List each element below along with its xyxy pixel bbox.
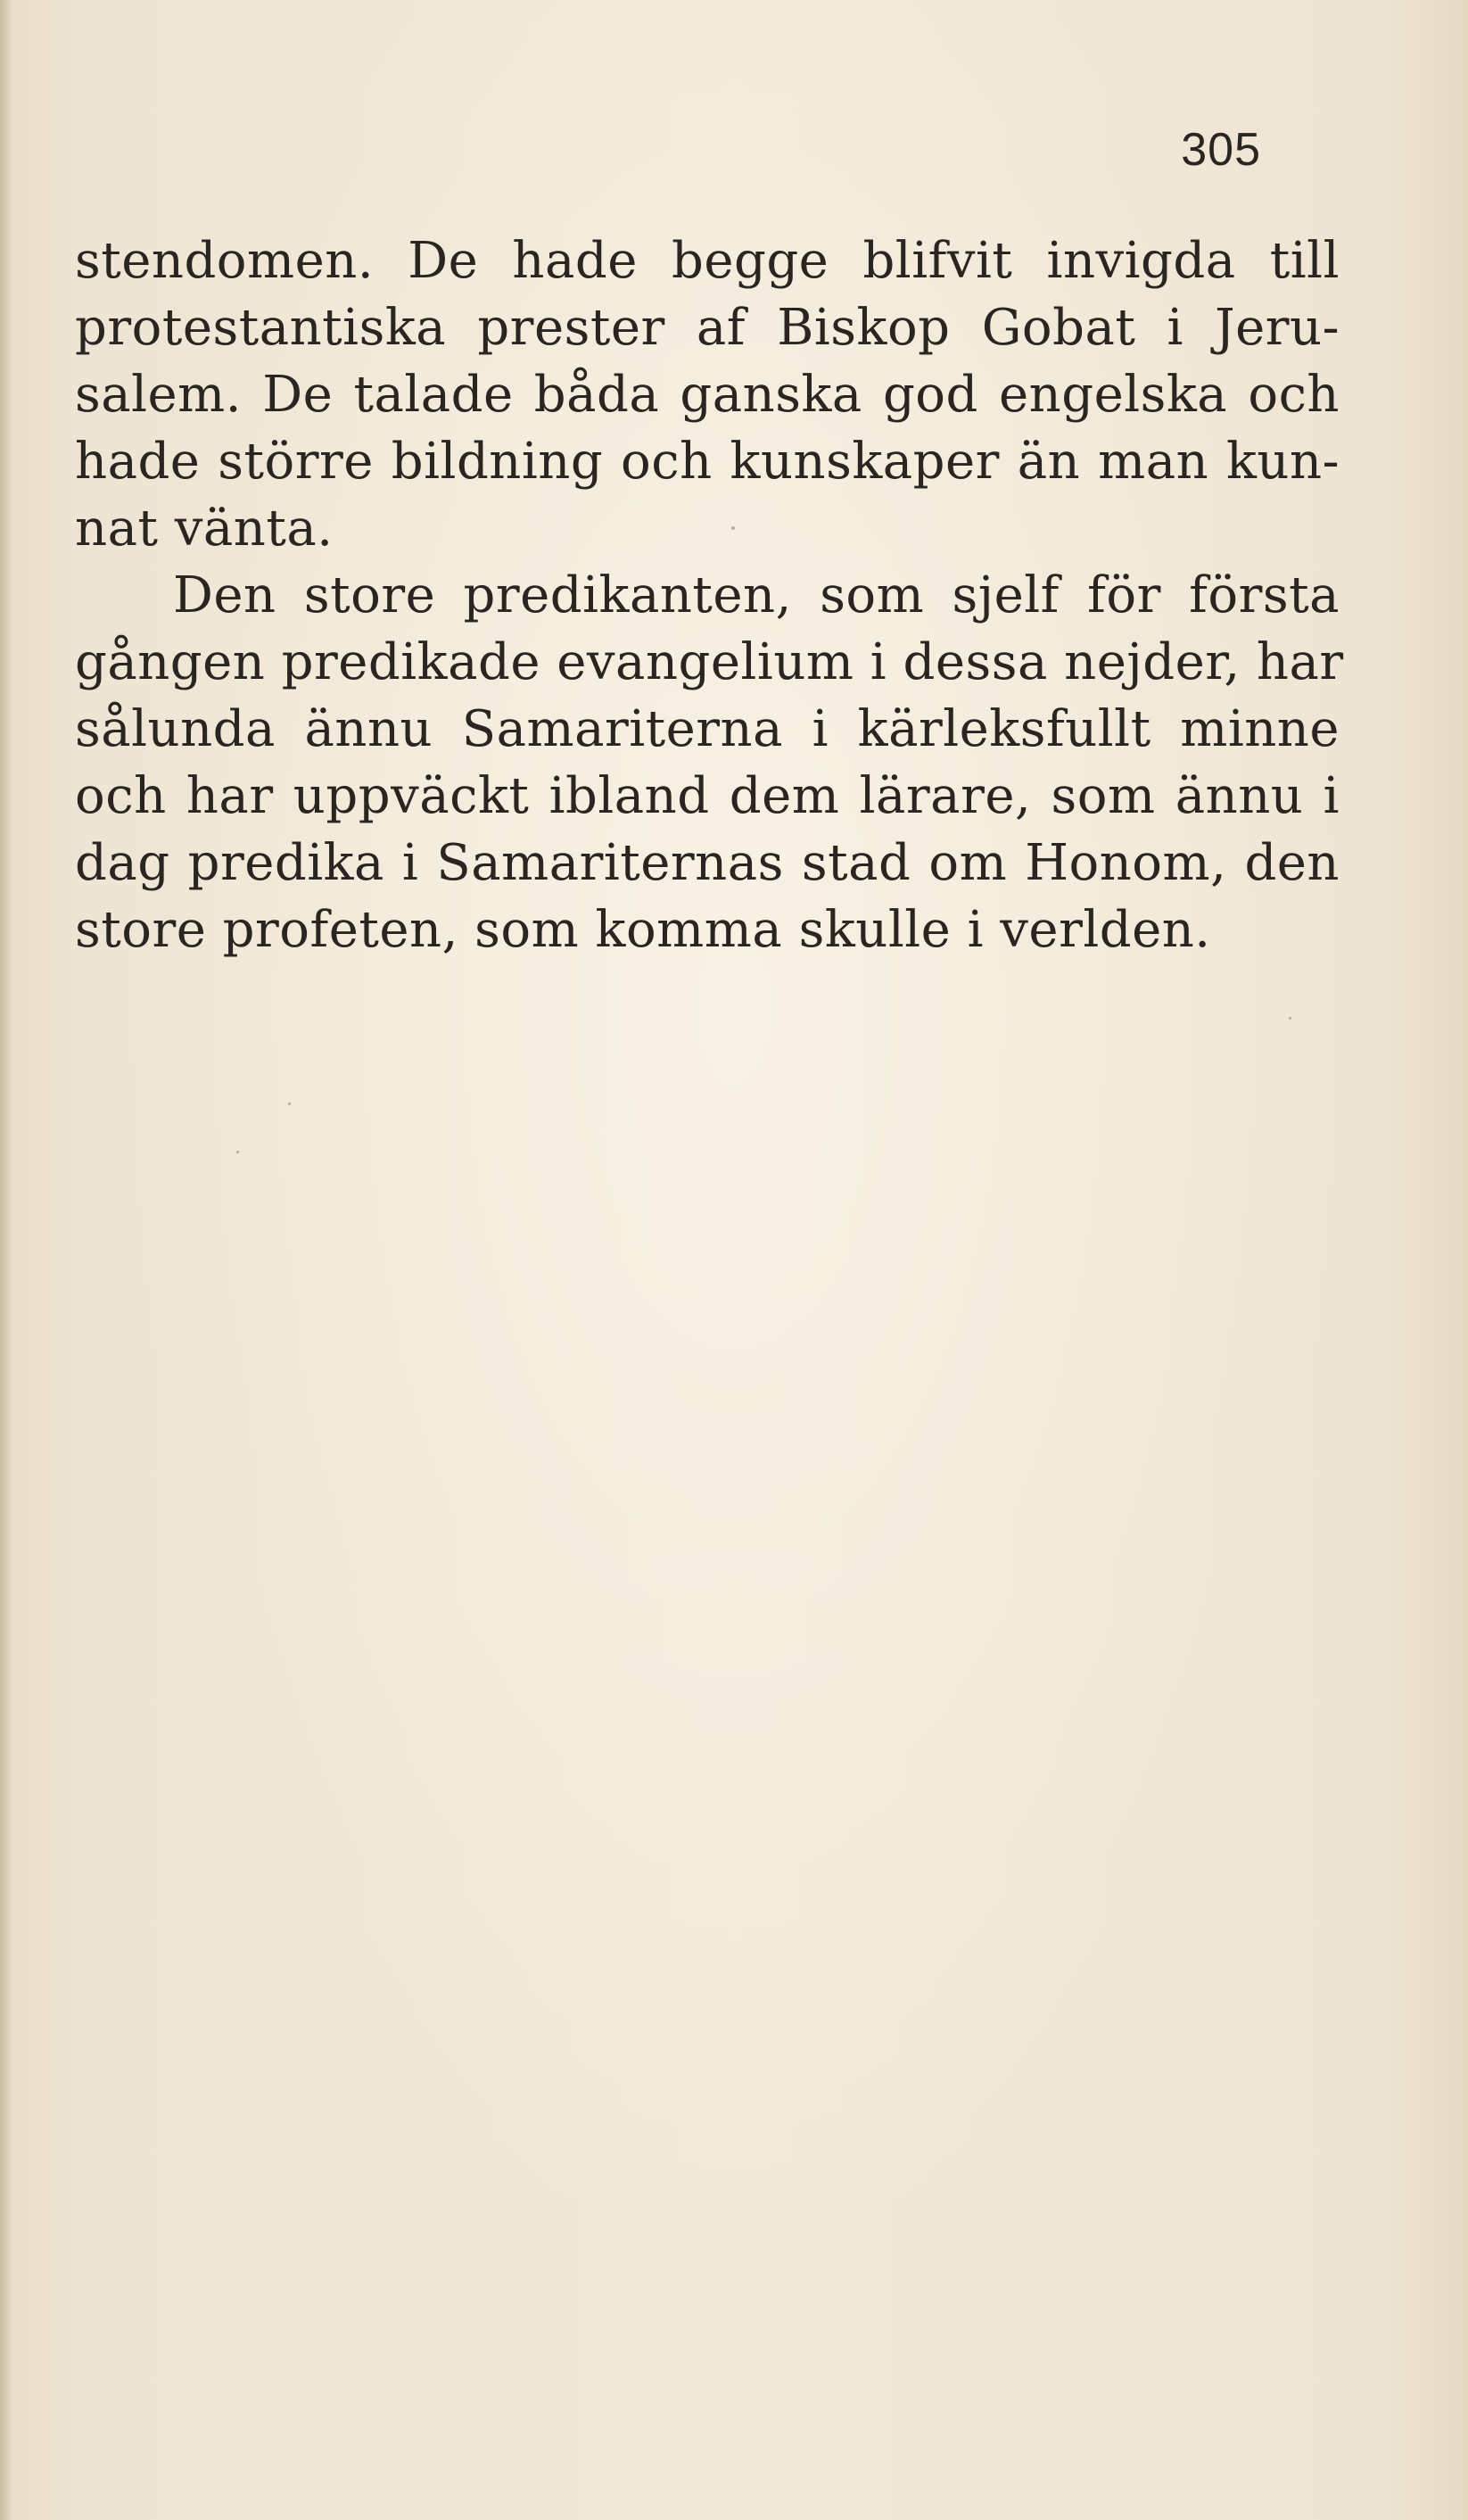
text-line-10: dag predika i Samariternas stad om Honom, den	[75, 834, 1340, 892]
text-line-8: sålunda ännu Samariterna i kärleksfullt minne	[75, 700, 1340, 758]
text-line-2: protestantiska prester af Biskop Gobat i Jeru-	[75, 299, 1340, 357]
paper-speck	[1289, 1017, 1291, 1020]
text-line-9: och har uppväckt ibland dem lärare, som ännu i	[75, 767, 1340, 825]
spine-shadow	[0, 0, 12, 2520]
paper-speck	[236, 1151, 239, 1153]
text-line-11: store profeten, som komma skulle i verlden.	[75, 901, 1211, 959]
text-line-5: nat vänta.	[75, 500, 334, 558]
text-line-4: hade större bildning och kunskaper än man kun-	[75, 433, 1340, 491]
text-line-1: stendomen. De hade begge blifvit invigda till	[75, 232, 1340, 290]
paper-speck	[731, 526, 735, 530]
page-number: 305	[1181, 124, 1261, 176]
text-line-6: Den store predikanten, som sjelf för första	[173, 566, 1340, 624]
body-text	[75, 227, 1344, 963]
paper-speck	[288, 1103, 291, 1105]
text-line-7: gången predikade evangelium i dessa nejder, har	[75, 633, 1344, 691]
text-line-3: salem. De talade båda ganska god engelska och	[75, 366, 1340, 424]
